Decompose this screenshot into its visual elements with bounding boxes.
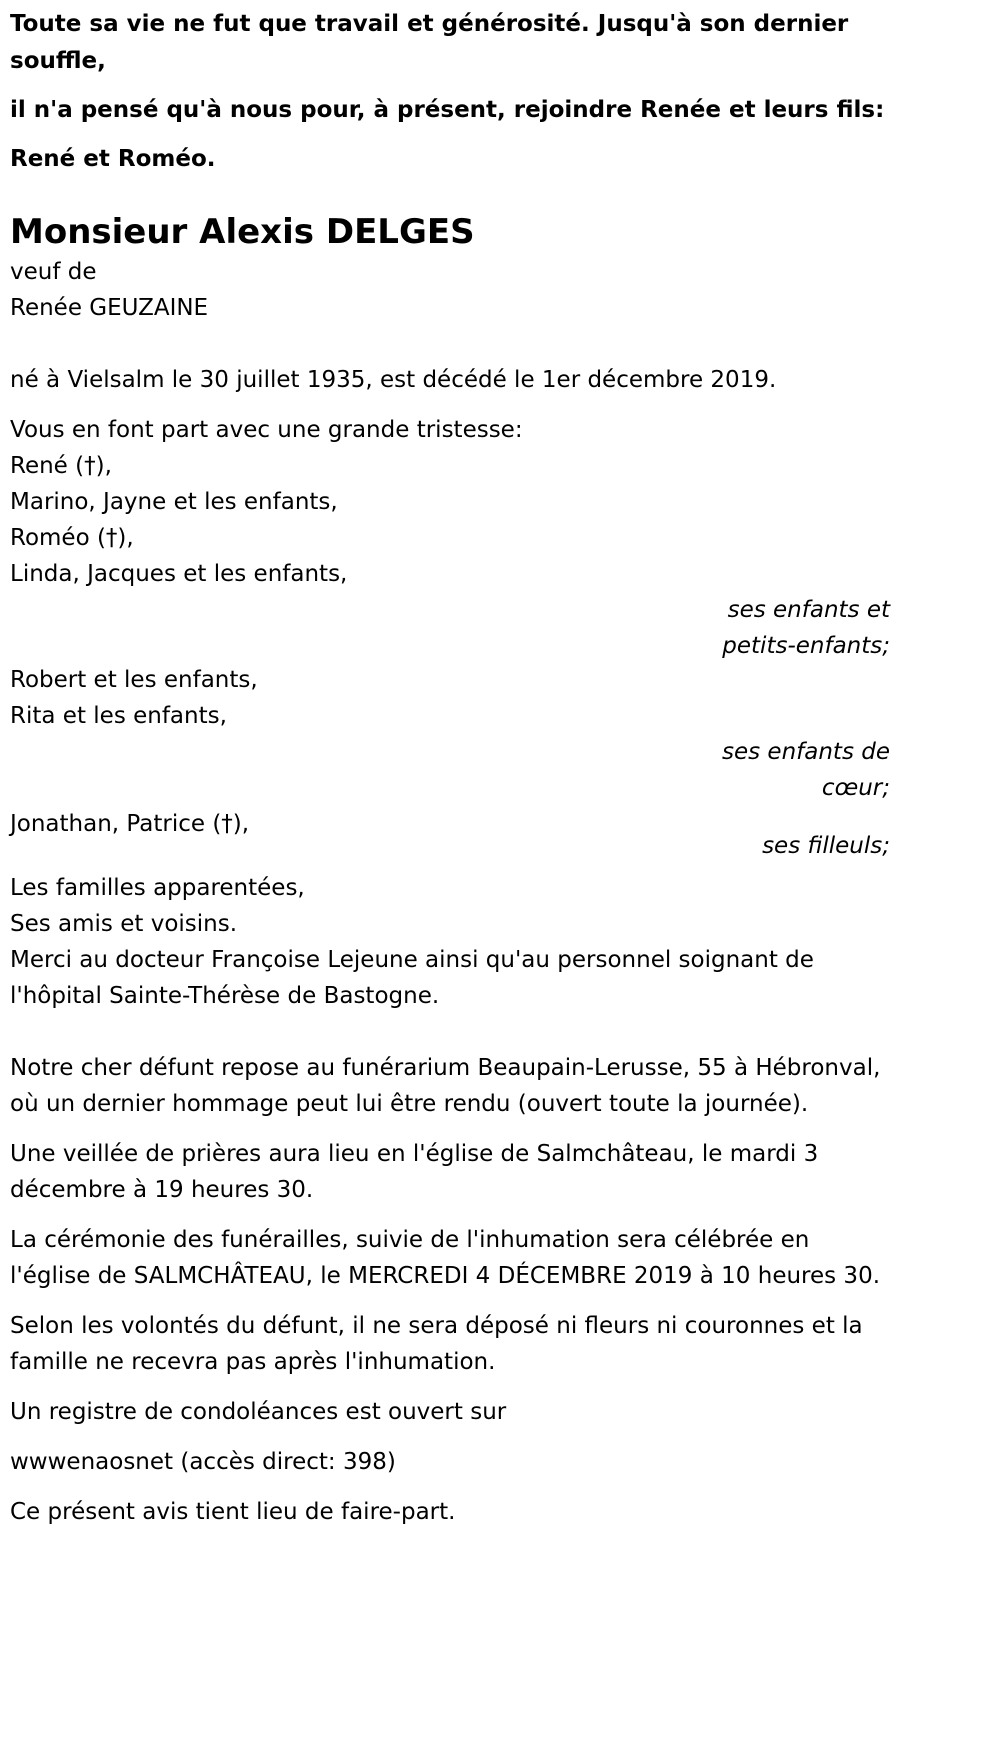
family-intro: Vous en font part avec une grande tristesse: xyxy=(10,417,523,443)
intro-line-3: René et Roméo. xyxy=(10,146,216,172)
role-children: ses enfants et petits-enfants; xyxy=(722,597,890,659)
repose-text: Notre cher défunt repose au funérarium Beaupain-Lerusse, 55 à Hébronval, où un dernier hommage peut lui être rendu (ouvert toute la journée). xyxy=(10,1055,881,1117)
family-member: Ses amis et voisins. xyxy=(10,911,238,937)
wishes-text: Selon les volontés du défunt, il ne sera déposé ni fleurs ni couronnes et la famille ne recevra pas après l'inhumation. xyxy=(10,1313,863,1375)
vigil-text: Une veillée de prières aura lieu en l'église de Salmchâteau, le mardi 3 décembre à 19 heures 30. xyxy=(10,1141,819,1203)
family-member: René (†), xyxy=(10,453,112,479)
family-member: Roméo (†), xyxy=(10,525,134,551)
spouse-name: Renée GEUZAINE xyxy=(10,295,209,321)
family-member: Rita et les enfants, xyxy=(10,703,227,729)
notice-text: Ce présent avis tient lieu de faire-part. xyxy=(10,1499,456,1525)
website-text: wwwenaosnet (accès direct: 398) xyxy=(10,1449,396,1475)
ceremony-text: La cérémonie des funérailles, suivie de l'inhumation sera célébrée en l'église de SALMCHÂTEAU, le MERCREDI 4 DÉCEMBRE 2019 à 10 heures 30. xyxy=(10,1227,881,1289)
birth-death-line: né à Vielsalm le 30 juillet 1935, est décédé le 1er décembre 2019. xyxy=(10,367,777,393)
role-godchildren: ses filleuls; xyxy=(762,833,890,859)
family-member: Marino, Jayne et les enfants, xyxy=(10,489,338,515)
family-member: Linda, Jacques et les enfants, xyxy=(10,561,348,587)
family-member: Les familles apparentées, xyxy=(10,875,305,901)
family-member: Robert et les enfants, xyxy=(10,667,258,693)
thanks-text: Merci au docteur Françoise Lejeune ainsi qu'au personnel soignant de l'hôpital Sainte-Thérèse de Bastogne. xyxy=(10,947,814,1009)
family-group-children xyxy=(10,448,890,664)
intro-line-2: il n'a pensé qu'à nous pour, à présent, rejoindre Renée et leurs fils: xyxy=(10,97,885,123)
role-heart-children: ses enfants de cœur; xyxy=(722,739,890,801)
deceased-name: Monsieur Alexis DELGES xyxy=(10,212,475,252)
family-member: Jonathan, Patrice (†), xyxy=(10,811,250,837)
intro-line-1: Toute sa vie ne fut que travail et générosité. Jusqu'à son dernier souffle, xyxy=(10,11,849,74)
widower-label: veuf de xyxy=(10,259,97,285)
register-text: Un registre de condoléances est ouvert sur xyxy=(10,1399,507,1425)
family-group-godchildren xyxy=(10,806,890,864)
family-group-heart-children xyxy=(10,662,890,806)
